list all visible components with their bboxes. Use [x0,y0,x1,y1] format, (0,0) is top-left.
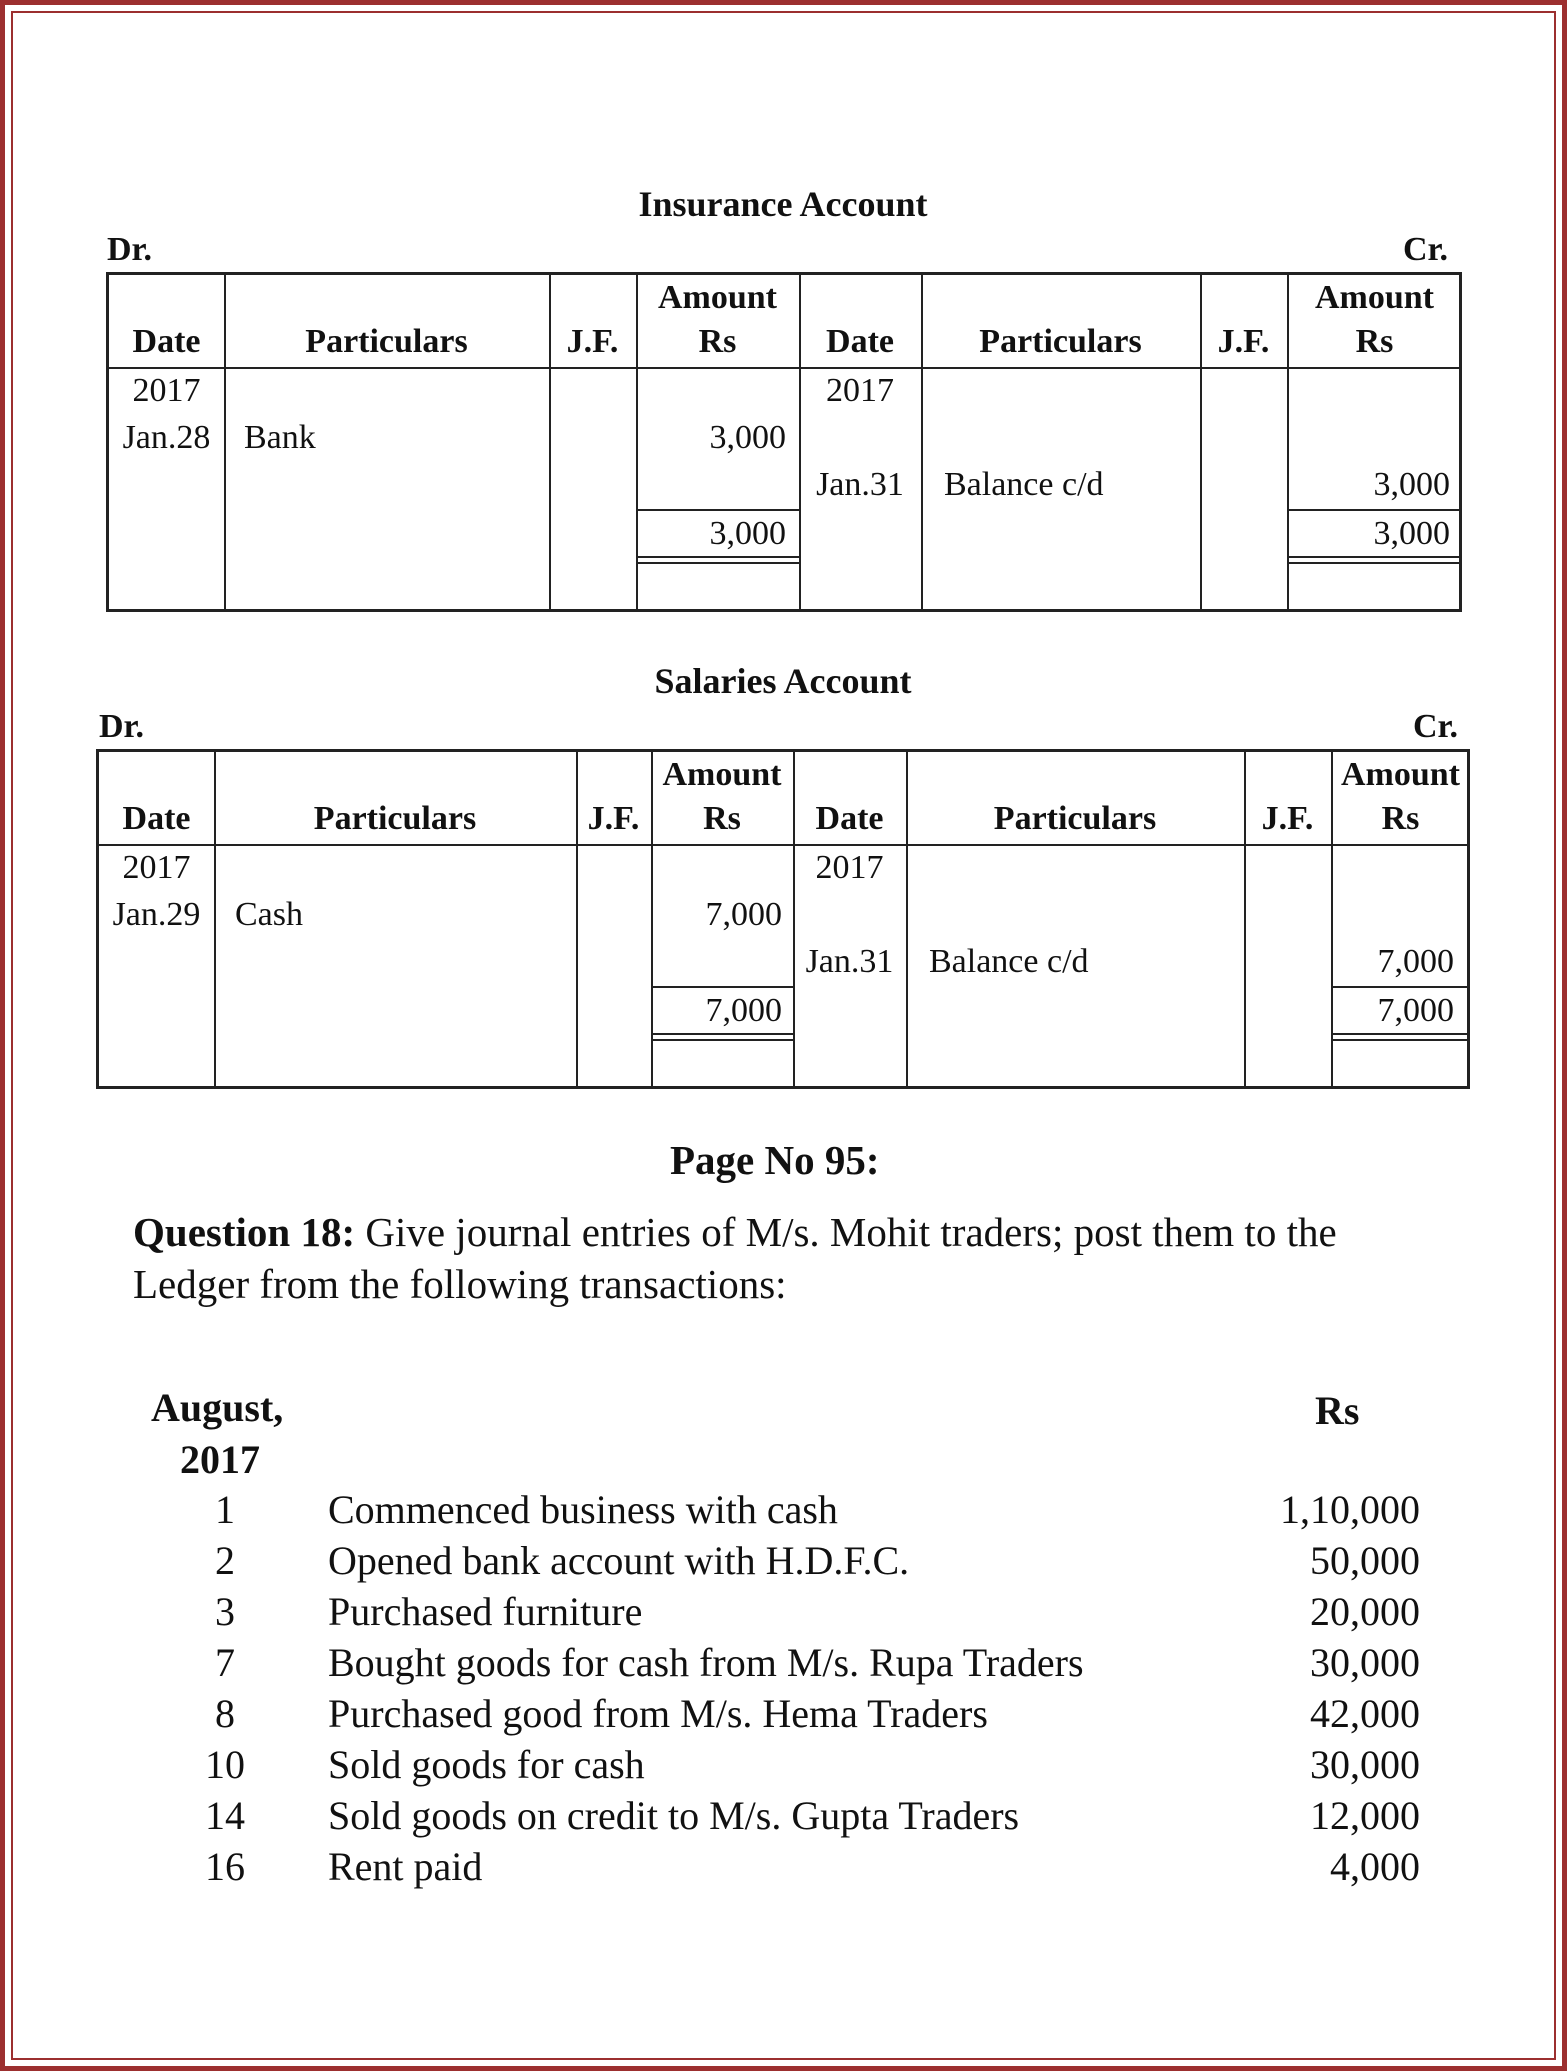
transaction-description: Sold goods on credit to M/s. Gupta Traders [328,1793,1020,1838]
credit-total: 3,000 [1373,515,1450,552]
transaction-day: 7 [215,1640,235,1685]
header-amount: Amount [1340,756,1461,793]
transaction-description: Purchased good from M/s. Hema Traders [328,1691,988,1736]
debit-total: 3,000 [709,515,786,552]
debit-amount: 3,000 [709,419,786,456]
page-heading: Page No 95: [670,1137,880,1183]
insurance-cr-label: Cr. [1403,231,1449,268]
transaction-amount: 30,000 [1310,1640,1420,1685]
header-amount: Amount [662,756,782,793]
credit-date: Jan.31 [816,466,904,503]
debit-year: 2017 [132,372,201,409]
transaction-description: Commenced business with cash [328,1487,838,1532]
insurance-dr-label: Dr. [107,231,153,268]
transaction-amount: 30,000 [1310,1742,1420,1787]
debit-date: Jan.29 [112,896,201,933]
salaries-account-title: Salaries Account [654,661,912,701]
credit-particulars: Balance c/d [944,466,1104,503]
credit-year: 2017 [826,372,894,409]
transaction-amount: 50,000 [1310,1538,1420,1583]
header-rs: Rs [1381,800,1420,837]
question-paragraph [133,1206,1423,1310]
insurance-ledger-table [106,272,1462,612]
header-jf: J.F. [1261,800,1314,837]
salaries-dr-label: Dr. [99,708,145,745]
debit-total: 7,000 [705,992,782,1029]
transaction-description: Purchased furniture [328,1589,643,1634]
transaction-day: 3 [215,1589,235,1634]
header-amount: Amount [1314,279,1435,316]
debit-particulars: Cash [235,896,303,933]
transaction-day: 2 [215,1538,235,1583]
header-jf: J.F. [1217,323,1270,360]
insurance-account-title: Insurance Account [638,184,928,224]
transaction-day: 10 [205,1742,245,1787]
transaction-amount: 12,000 [1310,1793,1420,1838]
header-particulars: Particulars [979,323,1142,360]
credit-particulars: Balance c/d [929,943,1089,980]
question-label: Question 18: [133,1209,356,1255]
header-jf: J.F. [587,800,640,837]
transactions-rs-header: Rs [1315,1388,1360,1433]
transaction-description: Sold goods for cash [328,1742,645,1787]
transaction-amount: 4,000 [1330,1844,1420,1889]
transaction-description: Bought goods for cash from M/s. Rupa Traders [328,1640,1084,1685]
debit-date: Jan.28 [122,419,211,456]
credit-total: 7,000 [1377,992,1454,1029]
transaction-day: 8 [215,1691,235,1736]
header-particulars: Particulars [313,800,477,837]
transaction-amount: 42,000 [1310,1691,1420,1736]
transaction-description: Opened bank account with H.D.F.C. [328,1538,910,1583]
header-date: Date [815,800,884,837]
transaction-day: 14 [205,1793,245,1838]
salaries-ledger-table [96,749,1470,1089]
header-rs: Rs [703,800,741,837]
transaction-day: 1 [215,1487,235,1532]
header-rs: Rs [1355,323,1394,360]
transactions-year: 2017 [180,1437,260,1482]
debit-amount: 7,000 [705,896,782,933]
transactions-month: August, [151,1385,284,1430]
credit-date: Jan.31 [805,943,894,980]
transaction-description: Rent paid [328,1844,483,1889]
transaction-amount: 1,10,000 [1280,1487,1420,1532]
credit-amount: 7,000 [1377,943,1454,980]
debit-year: 2017 [122,849,191,886]
header-date: Date [132,323,201,360]
header-particulars: Particulars [305,323,468,360]
salaries-cr-label: Cr. [1413,708,1459,745]
header-particulars: Particulars [993,800,1157,837]
transaction-day: 16 [205,1844,245,1889]
credit-year: 2017 [815,849,884,886]
header-amount: Amount [657,279,778,316]
credit-amount: 3,000 [1373,466,1450,503]
header-date: Date [122,800,191,837]
question-text: Give journal entries of M/s. Mohit traders; post them to the Ledger from the following transactions: [133,1209,1337,1307]
debit-particulars: Bank [244,419,316,456]
header-date: Date [826,323,894,360]
transaction-amount: 20,000 [1310,1589,1420,1634]
header-rs: Rs [698,323,737,360]
header-jf: J.F. [566,323,619,360]
